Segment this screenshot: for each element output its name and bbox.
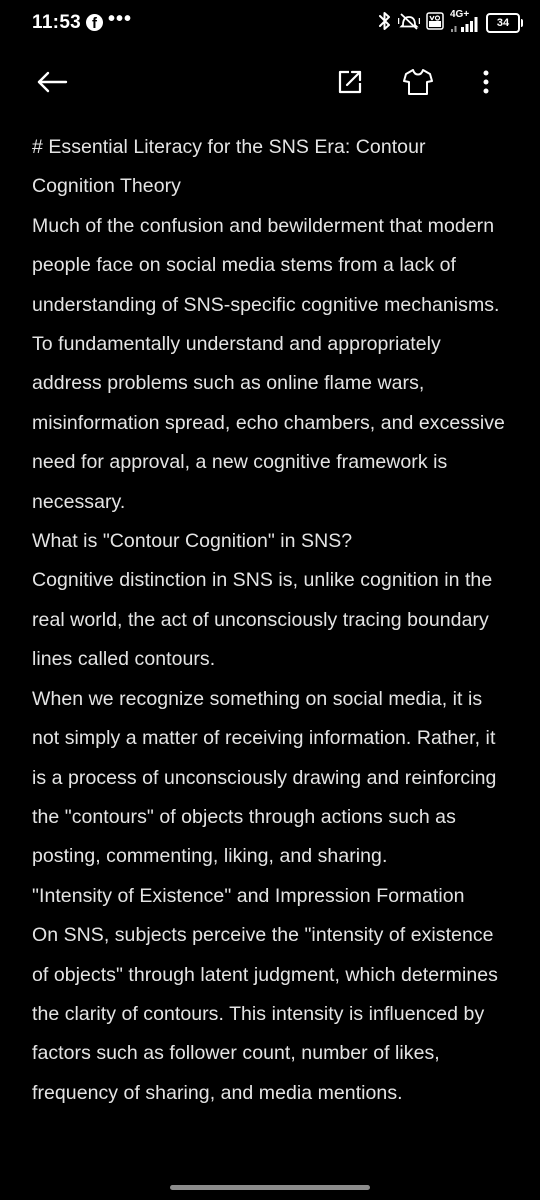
document-paragraph: When we recognize something on social media, it is not simply a matter of receiving information. Rather, it is a process of unconsciously drawing and reinforcing the "contours" of objects through actions such as posting, commenting, liking, and sharing. [32,687,497,868]
status-icons [378,10,520,36]
share-button[interactable] [330,64,370,104]
volte-icon [426,11,444,36]
back-arrow-icon [36,70,68,99]
document-paragraph: Cognitive distinction in SNS is, unlike cognition in the real world, the act of unconsciously tracing boundary lines called contours. [32,569,493,671]
document-paragraph: Much of the confusion and bewilderment that modern people face on social media stems from a lack of understanding of SNS-specific cognitive mechanisms. To fundamentally understand and appropriately address problems such as online flame wars, misinformation spread, echo chambers, and excessive need for approval, a new cognitive framework is necessary. [32,214,505,513]
more-notifications-icon: ••• [108,8,133,30]
status-time: 11:53 [32,12,82,33]
back-button[interactable] [32,64,72,104]
theme-shirt-icon [403,68,433,101]
section-heading: "Intensity of Existence" and Impression Formation [32,884,465,907]
status-bar [0,0,540,48]
section-heading: What is "Contour Cognition" in SNS? [32,530,353,553]
facebook-notification-icon: f [86,14,103,31]
document-body[interactable] [32,128,512,1113]
theme-button[interactable] [398,64,438,104]
gesture-nav-handle[interactable] [170,1185,370,1190]
bluetooth-icon [378,11,392,36]
more-options-button[interactable] [466,64,506,104]
network-type-label: 4G+ [450,9,470,20]
signal-icon [450,11,480,35]
document-paragraph: On SNS, subjects perceive the "intensity of existence of objects" through latent judgment, which determines the clarity of contours. This intensity is influenced by factors such as follower count, number of likes, frequency of sharing, and media mentions. [32,924,498,1104]
share-icon [337,69,363,100]
document-title: # Essential Literacy for the SNS Era: Contour Cognition Theory [32,136,426,198]
app-toolbar [0,56,540,112]
more-vert-icon [482,69,490,100]
battery-icon: 34 [486,13,520,33]
mute-vibrate-icon [398,11,420,36]
